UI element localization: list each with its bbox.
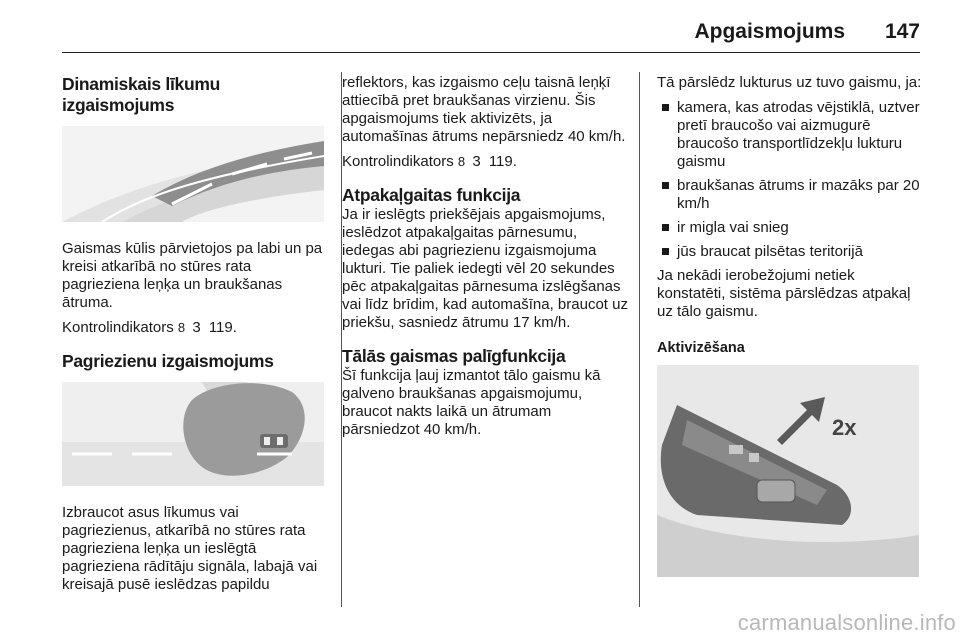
paragraph-switch-back: Ja nekādi ierobežojumi netiek konstatēti, sistēma pārslēdzas atpakaļ uz tālo gaismu. xyxy=(657,267,911,320)
column-divider-2 xyxy=(639,72,640,607)
light-stalk-illustration xyxy=(657,365,919,577)
list-item: jūs braucat pilsētas teritorijā xyxy=(657,243,923,261)
paragraph-reverse-function: Ja ir ieslēgts priekšējais apgaismojums, ieslēdzot atpakaļgaitas pārnesumu, iedegas abi pagriezienu izgaismojuma lukturi. Tie paliek iedegti vēl 20 sekundes pēc atpakaļgaitas pārnesuma izslēgšanas vai līdz brīdim, kad automašīna, braucot uz priekšu, sasniedz ātrumu 17 km/h. xyxy=(342,206,628,331)
indicator-ref-page: 119. xyxy=(208,319,237,336)
heading-high-beam-assist: Tālās gaismas palīgfunkcija xyxy=(342,346,566,366)
indicator-ref-page: 119. xyxy=(488,153,517,170)
indicator-ref-label: Kontrolindikators xyxy=(62,319,174,336)
curve-light-indicator-icon: 8 xyxy=(457,154,466,169)
page-title: Apgaismojums xyxy=(694,20,845,43)
curve-light-illustration xyxy=(62,126,324,222)
column-2 xyxy=(342,74,628,602)
press-twice-label: 2x xyxy=(832,415,857,440)
cornering-light-illustration xyxy=(62,382,324,486)
list-item: kamera, kas atrodas vējstiklā, uztver pretī braucošo vai aizmugurē braucošo transportlīdzekļu lukturu gaismu xyxy=(657,99,923,171)
page-header xyxy=(62,14,920,53)
indicator-reference-2 xyxy=(342,153,628,171)
column-3 xyxy=(657,74,923,602)
list-item: ir migla vai snieg xyxy=(657,219,923,237)
indicator-ref-label: Kontrolindikators xyxy=(342,153,454,170)
page-reference-arrow-icon: 3 xyxy=(472,153,481,170)
heading-reverse-function: Atpakaļgaitas funkcija xyxy=(342,185,521,205)
curve-light-indicator-icon: 8 xyxy=(177,320,186,335)
heading-activation: Aktivizēšana xyxy=(657,340,745,356)
paragraph-switch-intro: Tā pārslēdz lukturus uz tuvo gaismu, ja: xyxy=(657,74,922,91)
heading-cornering-light: Pagriezienu izgaismojums xyxy=(62,351,274,371)
paragraph-high-beam-assist: Šī funkcija ļauj izmantot tālo gaismu kā galveno braukšanas apgaismojumu, braucot nakts laikā un ātrumam pārsniedzot 40 km/h. xyxy=(342,367,601,438)
paragraph-cornering-continued: reflektors, kas izgaismo ceļu taisnā leņķī attiecībā pret braukšanas virzienu. Šis apgaismojums tiek aktivizēts, ja automašīnas ātrums nepārsniedz 40 km/h. xyxy=(342,74,626,145)
list-item: braukšanas ātrums ir mazāks par 20 km/h xyxy=(657,177,923,213)
heading-dynamic-curve-light: Dinamiskais līkumu izgaismojums xyxy=(62,74,220,115)
page-reference-arrow-icon: 3 xyxy=(192,319,201,336)
paragraph-curve-light: Gaismas kūlis pārvietojos pa labi un pa kreisi atkarībā no stūres rata pagrieziena leņķa un braukšanas ātruma. xyxy=(62,240,323,311)
column-1 xyxy=(62,74,324,602)
paragraph-cornering-light: Izbraucot asus līkumus vai pagriezienus, atkarībā no stūres rata pagrieziena leņķa un ieslēgtā pagrieziena rādītāju signāla, labajā vai kreisajā pusē ieslēdzas papildu xyxy=(62,504,318,593)
watermark: carmanualsonline.info xyxy=(737,610,956,635)
page-number: 147 xyxy=(884,20,920,43)
conditions-list xyxy=(657,99,923,261)
indicator-reference-1 xyxy=(62,319,324,337)
